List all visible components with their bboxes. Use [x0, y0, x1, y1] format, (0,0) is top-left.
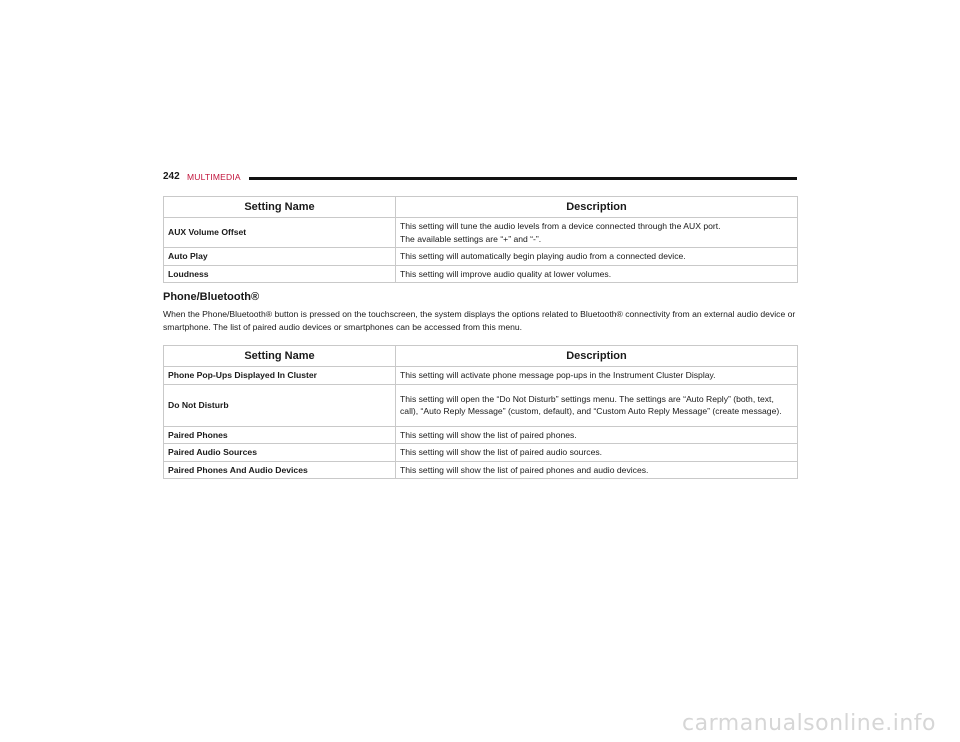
header-rule [249, 177, 797, 180]
setting-description: This setting will activate phone message pop-ups in the Instrument Cluster Display. [396, 367, 798, 385]
section-name: MULTIMEDIA [187, 172, 241, 182]
watermark: carmanualsonline.info [682, 711, 936, 736]
column-header-setting-name: Setting Name [164, 346, 396, 367]
setting-description [396, 218, 798, 248]
page-header [163, 171, 797, 185]
table-row [164, 218, 798, 248]
section-heading: Phone/Bluetooth® [163, 291, 260, 303]
setting-name: Paired Phones [164, 426, 396, 444]
description-line: The available settings are “+” and “-”. [400, 233, 542, 244]
setting-description: This setting will open the “Do Not Disturb” settings menu. The settings are “Auto Reply” (both, text, call), “Auto Reply Message” (custom, default), and “Custom Auto Reply Message” (create message). [396, 384, 798, 426]
setting-name: Auto Play [164, 248, 396, 266]
table-row [164, 444, 798, 462]
setting-name: Phone Pop-Ups Displayed In Cluster [164, 367, 396, 385]
setting-description: This setting will improve audio quality at lower volumes. [396, 265, 798, 283]
setting-description: This setting will automatically begin playing audio from a connected device. [396, 248, 798, 266]
table-row [164, 384, 798, 426]
column-header-setting-name: Setting Name [164, 197, 396, 218]
column-header-description: Description [396, 346, 798, 367]
phone-settings-table [163, 345, 798, 479]
table-row [164, 248, 798, 266]
setting-name: Paired Audio Sources [164, 444, 396, 462]
column-header-description: Description [396, 197, 798, 218]
setting-description: This setting will show the list of paired phones and audio devices. [396, 461, 798, 479]
page-number: 242 [163, 171, 180, 182]
description-line: This setting will tune the audio levels from a device connected through the AUX port. [400, 221, 721, 231]
table-row [164, 265, 798, 283]
setting-description: This setting will show the list of paired phones. [396, 426, 798, 444]
setting-description: This setting will show the list of paired audio sources. [396, 444, 798, 462]
setting-name: Do Not Disturb [164, 384, 396, 426]
setting-name: Paired Phones And Audio Devices [164, 461, 396, 479]
media-settings-table [163, 196, 798, 283]
setting-name: AUX Volume Offset [164, 218, 396, 248]
section-body: When the Phone/Bluetooth® button is pressed on the touchscreen, the system displays the options related to Bluetooth® connectivity from an external audio device or smartphone. The list of paired audio devices or smartphones can be accessed from this menu. [163, 309, 796, 332]
table-row [164, 426, 798, 444]
table-row [164, 461, 798, 479]
table-row [164, 367, 798, 385]
setting-name: Loudness [164, 265, 396, 283]
